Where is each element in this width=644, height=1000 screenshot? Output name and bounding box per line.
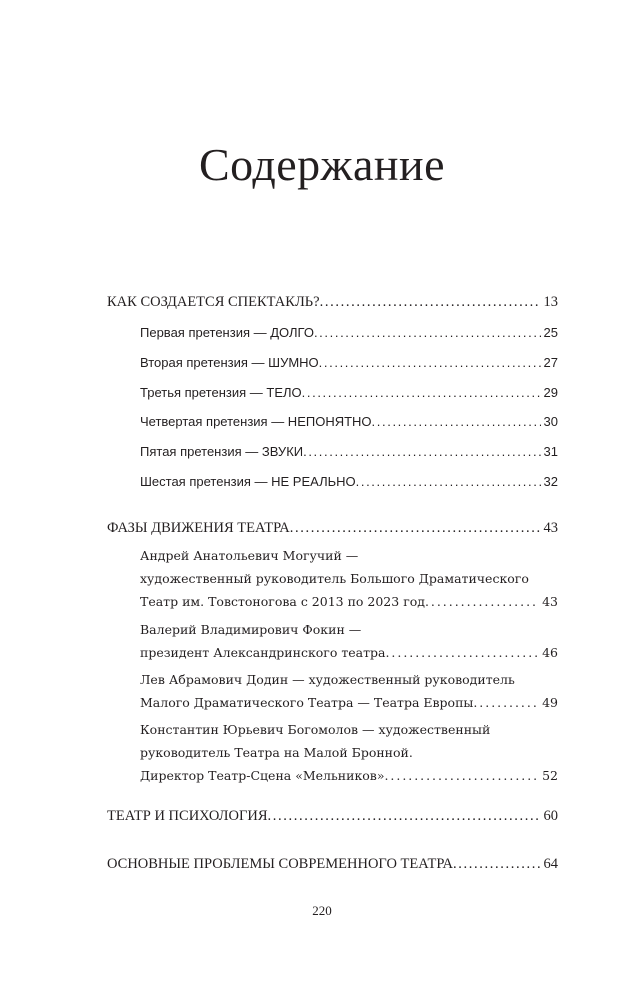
toc-entry-line: Константин Юрьевич Богомолов — художественный bbox=[140, 722, 491, 737]
toc-entry[interactable] bbox=[140, 474, 558, 489]
dot-leader bbox=[319, 355, 541, 370]
dot-leader bbox=[473, 691, 539, 714]
toc-entry-line: Лев Абрамович Додин — художественный руководитель bbox=[140, 672, 515, 687]
dot-leader bbox=[385, 641, 539, 664]
toc-entry-line: Директор Театр-Сцена «Мельников» bbox=[140, 768, 385, 783]
page-title: Содержание bbox=[198, 139, 446, 190]
toc-section-4[interactable] bbox=[107, 856, 558, 873]
toc-section-label: КАК СОЗДАЕТСЯ СПЕКТАКЛЬ? bbox=[107, 294, 320, 310]
page-number-footer: 220 bbox=[312, 903, 332, 918]
toc-page-number: 43 bbox=[543, 520, 558, 536]
dot-leader bbox=[302, 385, 541, 400]
toc-page-number: 13 bbox=[543, 294, 558, 310]
dot-leader bbox=[303, 444, 540, 459]
toc-section-1[interactable] bbox=[107, 294, 558, 311]
toc-entry[interactable] bbox=[140, 544, 558, 613]
toc-page-number: 29 bbox=[543, 385, 558, 400]
dot-leader bbox=[453, 856, 540, 873]
toc-entry-label: Пятая претензия — ЗВУКИ bbox=[140, 444, 304, 459]
toc-entry[interactable] bbox=[140, 618, 558, 664]
toc-entry[interactable] bbox=[140, 355, 558, 370]
dot-leader bbox=[425, 590, 539, 613]
toc-entry[interactable] bbox=[140, 385, 558, 400]
toc-page-number: 52 bbox=[542, 768, 558, 783]
dot-leader bbox=[372, 414, 541, 429]
toc-entry-label: Вторая претензия — ШУМНО bbox=[140, 355, 319, 370]
toc-entry-last-line bbox=[140, 764, 558, 787]
toc-page-number: 32 bbox=[543, 474, 558, 489]
toc-page-number: 64 bbox=[543, 856, 558, 872]
toc-entry-line: Валерий Владимирович Фокин — bbox=[140, 622, 362, 637]
toc-page-number: 25 bbox=[543, 325, 558, 340]
dot-leader bbox=[290, 520, 541, 537]
dot-leader bbox=[320, 294, 541, 311]
toc-entry-last-line bbox=[140, 641, 558, 664]
toc-page-number: 27 bbox=[543, 355, 558, 370]
toc-entry-label: Первая претензия — ДОЛГО bbox=[140, 325, 314, 340]
toc-entry-line: президент Александринского театра bbox=[140, 645, 386, 660]
toc-section-label: ФАЗЫ ДВИЖЕНИЯ ТЕАТРА bbox=[107, 520, 290, 536]
toc-section-label: ОСНОВНЫЕ ПРОБЛЕМЫ СОВРЕМЕННОГО ТЕАТРА bbox=[107, 856, 454, 872]
toc-entry-line: Малого Драматического Театра — Театра Европы bbox=[140, 695, 474, 710]
toc-page-number: 43 bbox=[542, 594, 558, 609]
dot-leader bbox=[267, 808, 540, 825]
dot-leader bbox=[356, 474, 541, 489]
toc-entry[interactable] bbox=[140, 414, 558, 429]
toc-section-label: ТЕАТР И ПСИХОЛОГИЯ bbox=[107, 808, 268, 824]
toc-page-number: 30 bbox=[543, 414, 558, 429]
toc-entry[interactable] bbox=[140, 718, 558, 787]
toc-entry[interactable] bbox=[140, 444, 558, 459]
toc-entry-last-line bbox=[140, 691, 558, 714]
dot-leader bbox=[384, 764, 539, 787]
toc-entry-line: Андрей Анатольевич Могучий — bbox=[140, 548, 359, 563]
dot-leader bbox=[314, 325, 541, 340]
toc-entry[interactable] bbox=[140, 325, 558, 340]
toc-page-number: 49 bbox=[542, 695, 558, 710]
toc-entry-label: Третья претензия — ТЕЛО bbox=[140, 385, 302, 400]
toc-entry-last-line bbox=[140, 590, 558, 613]
toc-section-3[interactable] bbox=[107, 808, 558, 825]
toc-entry-label: Шестая претензия — НЕ РЕАЛЬНО bbox=[140, 474, 356, 489]
toc-section-2[interactable] bbox=[107, 520, 558, 537]
toc-entry-line: Театр им. Товстоногова с 2013 по 2023 год bbox=[140, 594, 425, 609]
toc-entry-line: художественный руководитель Большого Драматического bbox=[140, 571, 529, 586]
toc-entry[interactable] bbox=[140, 668, 558, 714]
toc-page-number: 46 bbox=[542, 645, 558, 660]
toc-page-number: 60 bbox=[543, 808, 558, 824]
toc-entry-line: руководитель Театра на Малой Бронной. bbox=[140, 745, 413, 760]
toc-page-number: 31 bbox=[543, 444, 558, 459]
toc-entry-label: Четвертая претензия — НЕПОНЯТНО bbox=[140, 414, 372, 429]
